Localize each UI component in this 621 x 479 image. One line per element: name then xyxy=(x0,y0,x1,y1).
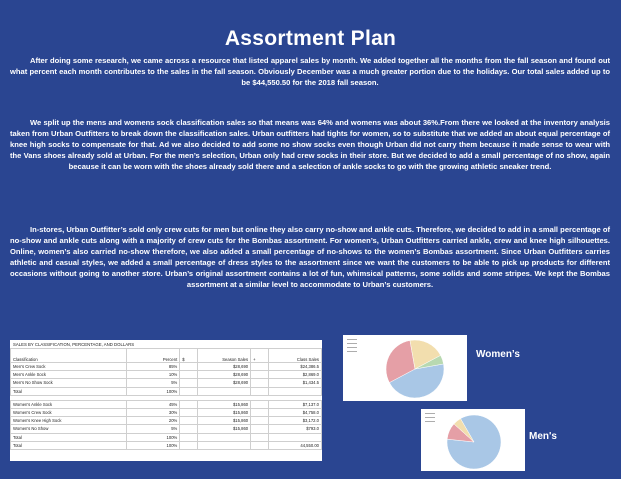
table-header-row xyxy=(11,349,322,363)
table-cell: $3,172.0 xyxy=(269,417,322,425)
table-cell xyxy=(180,379,198,387)
table-cell xyxy=(180,417,198,425)
table-cell xyxy=(251,433,269,441)
table-cell xyxy=(198,441,251,449)
table-cell: $24,386.5 xyxy=(269,363,322,371)
table-cell xyxy=(180,433,198,441)
table-cell xyxy=(180,425,198,433)
table-cell: Total xyxy=(11,441,127,449)
assortment-paragraph: In-stores, Urban Outfitter’s sold only crew cuts for men but online they also carry no-show and ankle cuts. Therefore, we decided to add in a small percentage of no-show and ankle cuts along with a majority of crew cuts for the Bombas assortment. For women’s, Urban Outfitters carried ankle, crew and knee high silhouettes. Online, women’s also carried no-show therefore, we also added a small percentage of no-shows to the women’s Bombas assortment. Since Urban Outfitters carries athletic and casual styles, we added a small percentage of dress styles to the assortment since we want the customers to be able to pick up products for different occasions without going to another store. Urban’s original assortment contains a lot of fun, whimsical patterns, some solids and some stripes. We kept the Bombas assortment at a similar level to accommodate to Urban’s customers. xyxy=(10,225,610,290)
womens-chart-label: Women’s xyxy=(476,349,520,360)
table-cell: 30% xyxy=(127,408,180,416)
table-cell: Class Sales xyxy=(269,349,322,363)
table-row xyxy=(11,371,322,379)
table-cell: 85% xyxy=(127,363,180,371)
table-cell xyxy=(198,387,251,395)
table-cell xyxy=(251,371,269,379)
table-cell: $4,758.0 xyxy=(269,408,322,416)
table-cell: $15,860 xyxy=(198,400,251,408)
table-cell xyxy=(251,363,269,371)
table-cell: 20% xyxy=(127,417,180,425)
table-cell: 5% xyxy=(127,379,180,387)
page-title: Assortment Plan xyxy=(224,27,397,50)
womens-pie-legend-mark xyxy=(347,343,357,344)
table-cell xyxy=(251,379,269,387)
table-cell: $15,860 xyxy=(198,425,251,433)
table-cell: 100% xyxy=(127,387,180,395)
table-row xyxy=(11,408,322,416)
table-cell xyxy=(180,400,198,408)
sales-table xyxy=(10,348,322,450)
table-row xyxy=(11,433,322,441)
sales-table-card xyxy=(10,340,322,461)
table-cell: $1,434.5 xyxy=(269,379,322,387)
womens-pie-legend-mark xyxy=(347,347,357,348)
table-cell: Classification xyxy=(11,349,127,363)
table-cell: 45% xyxy=(127,400,180,408)
table-cell: Men's Crew Sock xyxy=(11,363,127,371)
table-cell: Women's Crew Sock xyxy=(11,408,127,416)
table-cell: Women's Ankle Sock xyxy=(11,400,127,408)
table-cell: Men's No Show Sock xyxy=(11,379,127,387)
table-row xyxy=(11,441,322,449)
mens-pie-legend-mark xyxy=(425,421,435,422)
table-cell: Men's Ankle Sock xyxy=(11,371,127,379)
mens-pie-legend-mark xyxy=(425,413,435,414)
table-cell: 10% xyxy=(127,371,180,379)
table-row xyxy=(11,400,322,408)
table-cell: $793.0 xyxy=(269,425,322,433)
table-cell xyxy=(180,408,198,416)
sales-table-title: SALES BY CLASSIFICATION, PERCENTAGE, AND DOLLARS xyxy=(13,342,135,347)
table-cell: $28,690 xyxy=(198,363,251,371)
table-cell xyxy=(269,433,322,441)
table-cell: + xyxy=(251,349,269,363)
table-cell xyxy=(251,400,269,408)
table-row xyxy=(11,425,322,433)
table-cell: $15,860 xyxy=(198,417,251,425)
table-cell: Total xyxy=(11,387,127,395)
table-cell xyxy=(251,417,269,425)
table-cell: 100% xyxy=(127,433,180,441)
table-cell xyxy=(251,408,269,416)
table-row xyxy=(11,387,322,395)
womens-pie-legend-mark xyxy=(347,339,357,340)
table-cell xyxy=(180,371,198,379)
table-cell xyxy=(180,363,198,371)
table-cell xyxy=(198,433,251,441)
table-row xyxy=(11,363,322,371)
mens-pie-legend-mark xyxy=(425,417,435,418)
table-cell: Season Sales xyxy=(198,349,251,363)
table-cell: $28,690 xyxy=(198,371,251,379)
table-cell xyxy=(251,387,269,395)
womens-pie-chart xyxy=(343,335,467,401)
mens-chart-label: Men's xyxy=(529,431,557,442)
mens-pie-chart xyxy=(421,409,525,471)
table-cell xyxy=(180,387,198,395)
table-cell: Total xyxy=(11,433,127,441)
table-cell xyxy=(269,387,322,395)
womens-pie-legend-mark xyxy=(347,351,357,352)
table-cell xyxy=(251,441,269,449)
table-cell: Percent xyxy=(127,349,180,363)
table-cell: $7,137.0 xyxy=(269,400,322,408)
table-cell: 44,550.00 xyxy=(269,441,322,449)
table-cell: $15,860 xyxy=(198,408,251,416)
table-cell: Women's Knee High Sock xyxy=(11,417,127,425)
table-row xyxy=(11,379,322,387)
table-cell: $28,690 xyxy=(198,379,251,387)
table-row xyxy=(11,417,322,425)
table-cell: Women's No Show xyxy=(11,425,127,433)
table-cell: $ xyxy=(180,349,198,363)
table-cell: 5% xyxy=(127,425,180,433)
intro-paragraph: After doing some research, we came across a resource that listed apparel sales by month. We added together all the months from the fall season and found out what percent each month contributes to the sales in the fall season. Obviously December was a much greater portion due to the holidays. Our total sales added up to be $44,550.50 for the 2018 fall season. xyxy=(10,56,610,88)
table-cell: 100% xyxy=(127,441,180,449)
table-cell xyxy=(251,425,269,433)
classification-paragraph: We split up the mens and womens sock classification sales so that means was 64% and womens was about 36%.From there we looked at the inventory analysis taken from Urban Outfitters to break down the classification sales. Urban outfitters had tights for women, so to substitute that we added an about equal percentage of knee high socks to compensate for that. Ad we also decided to add some no show socks even though Urban did not carry them because it made sense to wear with the Vans shoes already sold at Urban. For the men’s selection, Urban only had crew socks in their store. But we decided to add a small percentage of no show, again because it can be worn with the shoes already sold there and a selection of ankle socks to go with the growing athletic sneaker trend. xyxy=(10,118,610,172)
table-cell xyxy=(180,441,198,449)
table-cell: $2,869.0 xyxy=(269,371,322,379)
